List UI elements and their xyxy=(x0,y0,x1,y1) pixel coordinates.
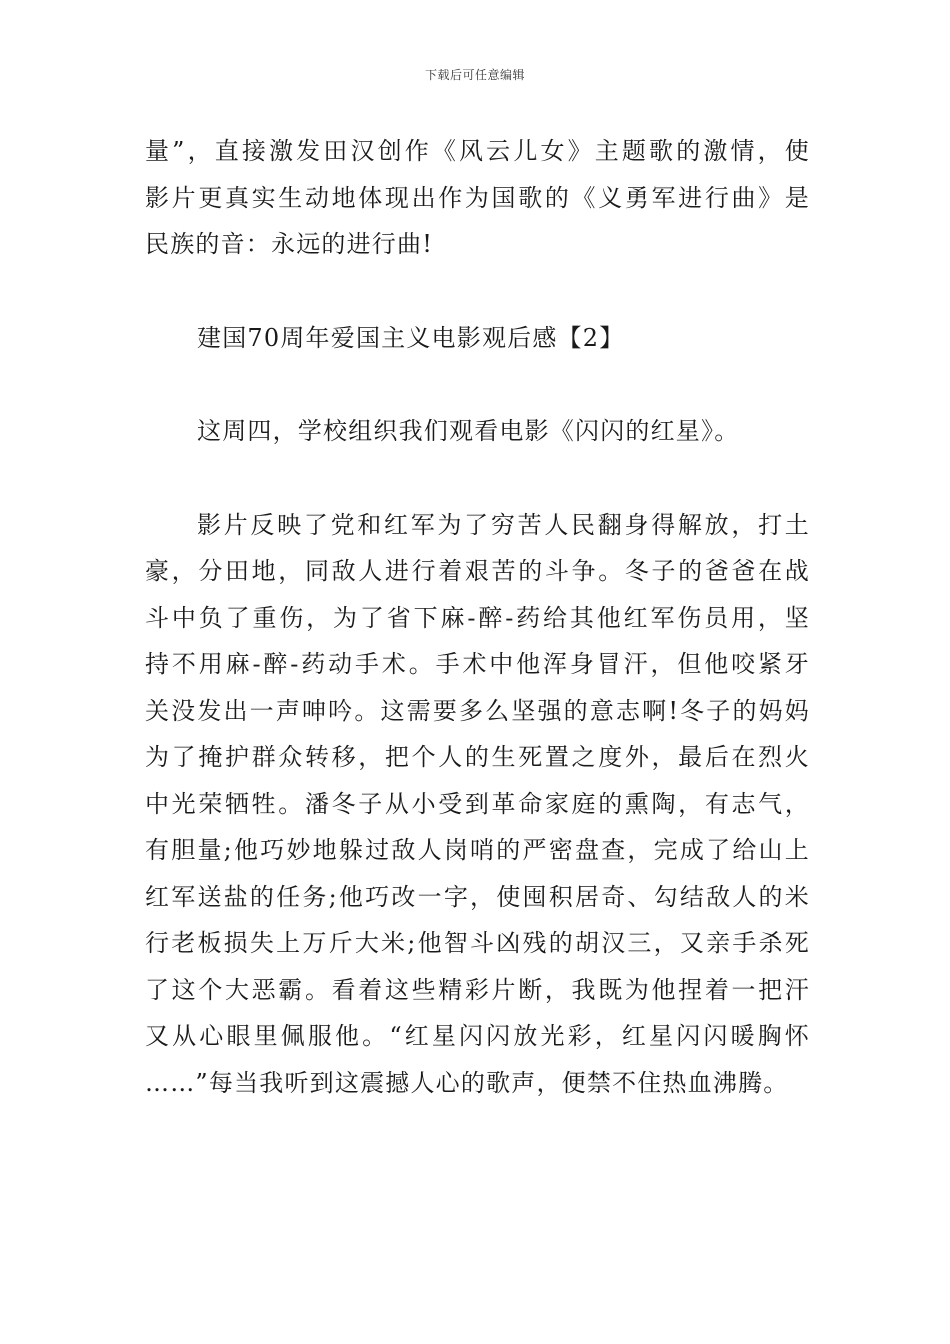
text-line: 中光荣牺牲。潘冬子从小受到革命家庭的熏陶，有志气， xyxy=(145,789,810,818)
paragraph-intro xyxy=(145,408,810,455)
text-line: 为了掩护群众转移，把个人的生死置之度外，最后在烈火 xyxy=(145,743,810,771)
text-line: 民族的音：永远的进行曲! xyxy=(145,230,434,258)
text-line: 影片更真实生动地体现出作为国歌的《义勇军进行曲》是 xyxy=(145,183,810,212)
text-line: 斗中负了重伤，为了省下麻-醉-药给其他红军伤员用，坚 xyxy=(145,603,810,632)
text-line: 行老板损失上万斤大米;他智斗凶残的胡汉三，又亲手杀死 xyxy=(145,929,810,957)
paragraph-continuation xyxy=(145,128,810,268)
text-line: 又从心眼里佩服他。“红星闪闪放光彩，红星闪闪暖胸怀 xyxy=(145,1022,810,1050)
text-line: 量”，直接激发田汉创作《风云儿女》主题歌的激情，使 xyxy=(145,137,810,165)
text-line: 了这个大恶霸。看着这些精彩片断，我既为他捏着一把汗 xyxy=(145,975,810,1004)
paragraph-main xyxy=(145,502,810,1107)
text-line: 这周四，学校组织我们观看电影《闪闪的红星》。 xyxy=(197,417,740,445)
text-line: 有胆量;他巧妙地躲过敌人岗哨的严密盘查，完成了给山上 xyxy=(145,836,810,864)
text-line: 持不用麻-醉-药动手术。手术中他浑身冒汗，但他咬紧牙 xyxy=(145,650,810,678)
document-body xyxy=(145,128,810,1106)
section-heading xyxy=(145,315,810,362)
page-header-note: 下载后可任意编辑 xyxy=(424,68,525,82)
text-line: 关没发出一声呻吟。这需要多么坚强的意志啊!冬子的妈妈 xyxy=(145,696,810,725)
text-line: 红军送盐的任务;他巧改一字，使囤积居奇、勾结敌人的米 xyxy=(145,882,810,911)
section-heading-text: 建国70周年爱国主义电影观后感【2】 xyxy=(197,323,625,352)
text-line: 豪，分田地，同敌人进行着艰苦的斗争。冬子的爸爸在战 xyxy=(145,557,810,585)
text-line: 影片反映了党和红军为了穷苦人民翻身得解放，打土 xyxy=(197,510,810,539)
text-line: ……”每当我听到这震撼人心的歌声，便禁不住热血沸腾。 xyxy=(145,1068,789,1097)
